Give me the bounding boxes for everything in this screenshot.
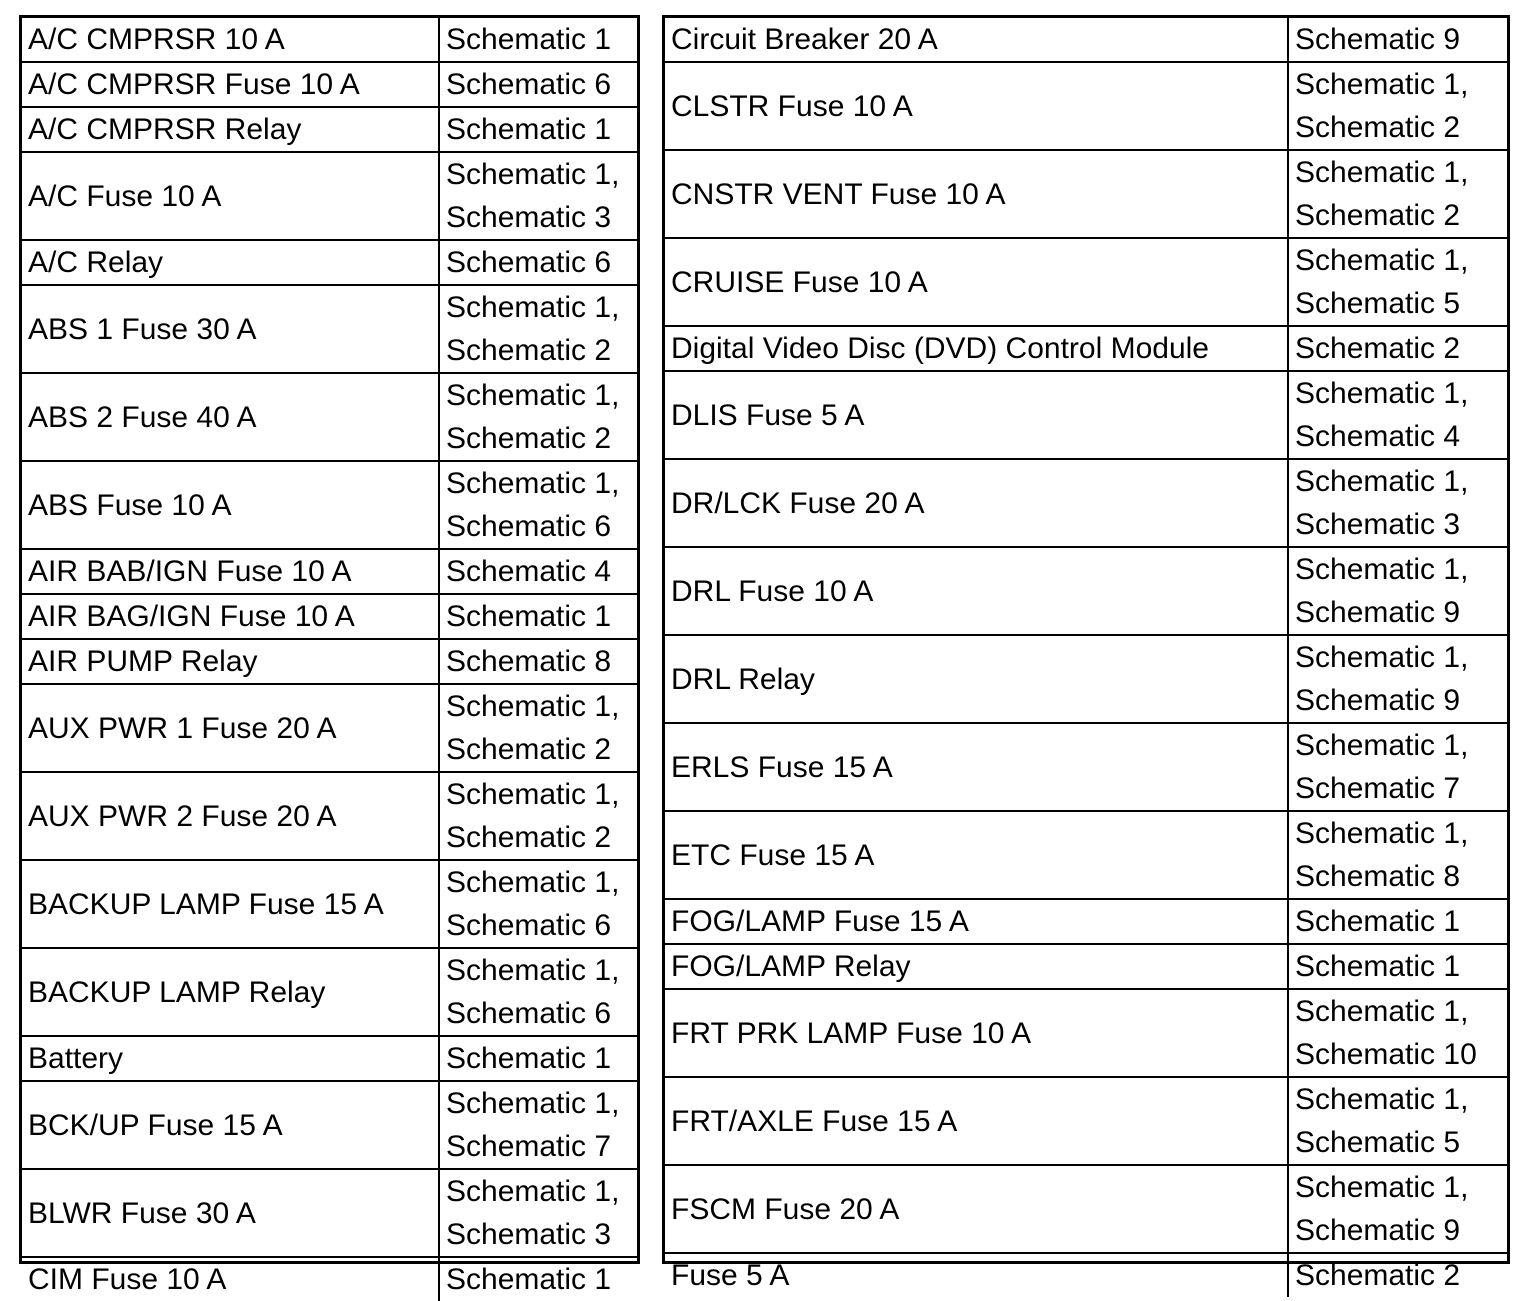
schematic-ref: Schematic 4 — [1295, 420, 1461, 453]
schematic-ref: Schematic 9 — [1295, 684, 1461, 717]
component-name-cell: FRT PRK LAMP Fuse 10 A — [665, 990, 1289, 1076]
table-row — [665, 327, 1507, 372]
component-name-cell: BLWR Fuse 30 A — [22, 1170, 440, 1256]
left-table — [19, 15, 640, 1296]
table-row — [665, 548, 1507, 636]
component-name-cell: AUX PWR 2 Fuse 20 A — [22, 773, 440, 859]
schematic-ref: Schematic 1, — [446, 690, 620, 723]
table-row — [22, 462, 637, 550]
schematic-ref: Schematic 2 — [446, 733, 612, 766]
schematic-ref: Schematic 8 — [1295, 860, 1461, 893]
schematic-ref: Schematic 10 — [1295, 1038, 1477, 1071]
schematic-ref: Schematic 1, — [1295, 377, 1469, 410]
schematic-ref: Schematic 1 — [1295, 950, 1461, 983]
schematic-ref: Schematic 6 — [446, 909, 612, 942]
schematic-ref-cell — [440, 1170, 637, 1256]
schematic-ref: Schematic 4 — [446, 555, 612, 588]
schematic-ref-cell — [440, 949, 637, 1035]
schematic-ref-cell — [1289, 724, 1507, 810]
component-name-cell: DR/LCK Fuse 20 A — [665, 460, 1289, 546]
component-name-cell: FOG/LAMP Relay — [665, 945, 1289, 988]
table-row — [665, 239, 1507, 327]
table-row — [22, 1082, 637, 1170]
component-name-cell: ERLS Fuse 15 A — [665, 724, 1289, 810]
schematic-ref: Schematic 9 — [1295, 1214, 1461, 1247]
component-name-cell: DRL Fuse 10 A — [665, 548, 1289, 634]
table-row — [22, 949, 637, 1037]
table-row — [665, 63, 1507, 151]
schematic-ref: Schematic 1, — [1295, 156, 1469, 189]
table-row — [22, 640, 637, 685]
table-row — [22, 374, 637, 462]
schematic-ref: Schematic 6 — [446, 997, 612, 1030]
component-name-cell: ABS Fuse 10 A — [22, 462, 440, 548]
table-row — [22, 63, 637, 108]
component-name-cell: BACKUP LAMP Relay — [22, 949, 440, 1035]
schematic-ref: Schematic 5 — [1295, 287, 1461, 320]
schematic-ref-cell — [1289, 1254, 1507, 1297]
schematic-ref: Schematic 2 — [1295, 332, 1461, 365]
component-name-cell: ABS 2 Fuse 40 A — [22, 374, 440, 460]
table-row — [22, 1037, 637, 1082]
component-name-cell: Digital Video Disc (DVD) Control Module — [665, 327, 1289, 370]
component-name-cell: CIM Fuse 10 A — [22, 1258, 440, 1301]
schematic-ref-cell — [440, 63, 637, 106]
table-row — [665, 945, 1507, 990]
schematic-ref: Schematic 1, — [1295, 1083, 1469, 1116]
schematic-ref: Schematic 1, — [446, 954, 620, 987]
component-name-cell: ETC Fuse 15 A — [665, 812, 1289, 898]
table-row — [22, 18, 637, 63]
schematic-ref: Schematic 1 — [446, 1042, 612, 1075]
schematic-ref: Schematic 1 — [1295, 905, 1461, 938]
component-name-cell: DLIS Fuse 5 A — [665, 372, 1289, 458]
schematic-ref-cell — [440, 861, 637, 947]
schematic-ref: Schematic 1, — [446, 1175, 620, 1208]
component-name-cell: AUX PWR 1 Fuse 20 A — [22, 685, 440, 771]
schematic-ref: Schematic 1, — [446, 291, 620, 324]
schematic-ref-cell — [1289, 1078, 1507, 1164]
table-row — [22, 595, 637, 640]
schematic-ref: Schematic 2 — [1295, 199, 1461, 232]
schematic-ref-cell — [1289, 945, 1507, 988]
component-name-cell: AIR BAG/IGN Fuse 10 A — [22, 595, 440, 638]
schematic-ref: Schematic 1, — [1295, 244, 1469, 277]
schematic-ref: Schematic 1 — [446, 113, 612, 146]
component-name-cell: ABS 1 Fuse 30 A — [22, 286, 440, 372]
table-row — [665, 460, 1507, 548]
schematic-ref-cell — [1289, 548, 1507, 634]
schematic-ref: Schematic 2 — [446, 821, 612, 854]
schematic-ref: Schematic 2 — [446, 422, 612, 455]
component-name-cell: BCK/UP Fuse 15 A — [22, 1082, 440, 1168]
table-row — [22, 550, 637, 595]
table-row — [22, 1170, 637, 1258]
schematic-ref-cell — [440, 550, 637, 593]
schematic-ref-cell — [440, 241, 637, 284]
table-row — [665, 1166, 1507, 1254]
schematic-ref: Schematic 1, — [1295, 1171, 1469, 1204]
component-name-cell: DRL Relay — [665, 636, 1289, 722]
component-name-cell: CRUISE Fuse 10 A — [665, 239, 1289, 325]
schematic-ref: Schematic 2 — [1295, 111, 1461, 144]
schematic-ref: Schematic 1 — [446, 1263, 612, 1296]
schematic-ref: Schematic 3 — [446, 1218, 612, 1251]
schematic-ref: Schematic 1, — [446, 778, 620, 811]
schematic-ref: Schematic 1, — [1295, 995, 1469, 1028]
table-row — [665, 990, 1507, 1078]
schematic-ref-cell — [440, 286, 637, 372]
component-name-cell: AIR BAB/IGN Fuse 10 A — [22, 550, 440, 593]
schematic-ref: Schematic 6 — [446, 246, 612, 279]
schematic-ref-cell — [1289, 372, 1507, 458]
schematic-ref: Schematic 1 — [446, 600, 612, 633]
schematic-ref: Schematic 1, — [1295, 817, 1469, 850]
table-row — [22, 286, 637, 374]
schematic-ref: Schematic 1, — [446, 158, 620, 191]
table-row — [22, 153, 637, 241]
component-name-cell: FRT/AXLE Fuse 15 A — [665, 1078, 1289, 1164]
schematic-ref-cell — [1289, 990, 1507, 1076]
component-name-cell: A/C CMPRSR 10 A — [22, 18, 440, 61]
schematic-ref-cell — [440, 18, 637, 61]
schematic-ref-cell — [440, 640, 637, 683]
schematic-ref: Schematic 1, — [1295, 465, 1469, 498]
schematic-ref: Schematic 9 — [1295, 596, 1461, 629]
schematic-ref: Schematic 7 — [1295, 772, 1461, 805]
component-name-cell: A/C CMPRSR Relay — [22, 108, 440, 151]
schematic-ref: Schematic 1, — [1295, 641, 1469, 674]
schematic-ref: Schematic 1, — [446, 866, 620, 899]
schematic-ref: Schematic 1, — [446, 379, 620, 412]
schematic-ref: Schematic 9 — [1295, 23, 1461, 56]
schematic-ref: Schematic 6 — [446, 68, 612, 101]
schematic-ref: Schematic 7 — [446, 1130, 612, 1163]
schematic-ref: Schematic 8 — [446, 645, 612, 678]
component-name-cell: A/C Fuse 10 A — [22, 153, 440, 239]
schematic-ref-cell — [440, 153, 637, 239]
component-name-cell: Battery — [22, 1037, 440, 1080]
table-row — [665, 1078, 1507, 1166]
schematic-ref-cell — [1289, 636, 1507, 722]
schematic-ref: Schematic 2 — [446, 334, 612, 367]
schematic-ref: Schematic 1, — [1295, 553, 1469, 586]
schematic-ref-cell — [440, 685, 637, 771]
table-row — [22, 241, 637, 286]
right-table — [662, 15, 1510, 1292]
table-row — [665, 636, 1507, 724]
component-name-cell: A/C CMPRSR Fuse 10 A — [22, 63, 440, 106]
table-row — [665, 812, 1507, 900]
schematic-ref-cell — [440, 1037, 637, 1080]
schematic-ref: Schematic 3 — [1295, 508, 1461, 541]
table-row — [665, 151, 1507, 239]
table-row — [22, 108, 637, 153]
component-name-cell: AIR PUMP Relay — [22, 640, 440, 683]
component-name-cell: Circuit Breaker 20 A — [665, 18, 1289, 61]
schematic-ref: Schematic 1, — [1295, 68, 1469, 101]
schematic-ref-cell — [1289, 812, 1507, 898]
table-row — [665, 1254, 1507, 1297]
schematic-ref-cell — [1289, 1166, 1507, 1252]
schematic-ref: Schematic 6 — [446, 510, 612, 543]
schematic-ref: Schematic 1, — [1295, 729, 1469, 762]
schematic-ref-cell — [1289, 18, 1507, 61]
component-name-cell: FSCM Fuse 20 A — [665, 1166, 1289, 1252]
component-name-cell: CNSTR VENT Fuse 10 A — [665, 151, 1289, 237]
table-row — [665, 900, 1507, 945]
schematic-ref: Schematic 3 — [446, 201, 612, 234]
component-name-cell: A/C Relay — [22, 241, 440, 284]
table-row — [22, 685, 637, 773]
schematic-ref-cell — [440, 595, 637, 638]
schematic-ref-cell — [1289, 900, 1507, 943]
schematic-ref-cell — [440, 108, 637, 151]
schematic-ref-cell — [440, 462, 637, 548]
schematic-ref-cell — [1289, 460, 1507, 546]
table-row — [665, 18, 1507, 63]
component-name-cell: FOG/LAMP Fuse 15 A — [665, 900, 1289, 943]
table-row — [665, 372, 1507, 460]
schematic-ref: Schematic 1 — [446, 23, 612, 56]
schematic-ref: Schematic 1, — [446, 467, 620, 500]
table-row — [665, 724, 1507, 812]
schematic-ref-cell — [440, 773, 637, 859]
schematic-ref-cell — [440, 1082, 637, 1168]
table-row — [22, 861, 637, 949]
component-name-cell: BACKUP LAMP Fuse 15 A — [22, 861, 440, 947]
schematic-ref-cell — [1289, 151, 1507, 237]
component-name-cell: Fuse 5 A — [665, 1254, 1289, 1297]
schematic-ref-cell — [1289, 327, 1507, 370]
table-row — [22, 773, 637, 861]
schematic-ref: Schematic 5 — [1295, 1126, 1461, 1159]
schematic-ref-cell — [1289, 239, 1507, 325]
schematic-ref: Schematic 1, — [446, 1087, 620, 1120]
schematic-ref-cell — [440, 374, 637, 460]
component-name-cell: CLSTR Fuse 10 A — [665, 63, 1289, 149]
schematic-ref-cell — [1289, 63, 1507, 149]
schematic-ref: Schematic 2 — [1295, 1259, 1461, 1292]
